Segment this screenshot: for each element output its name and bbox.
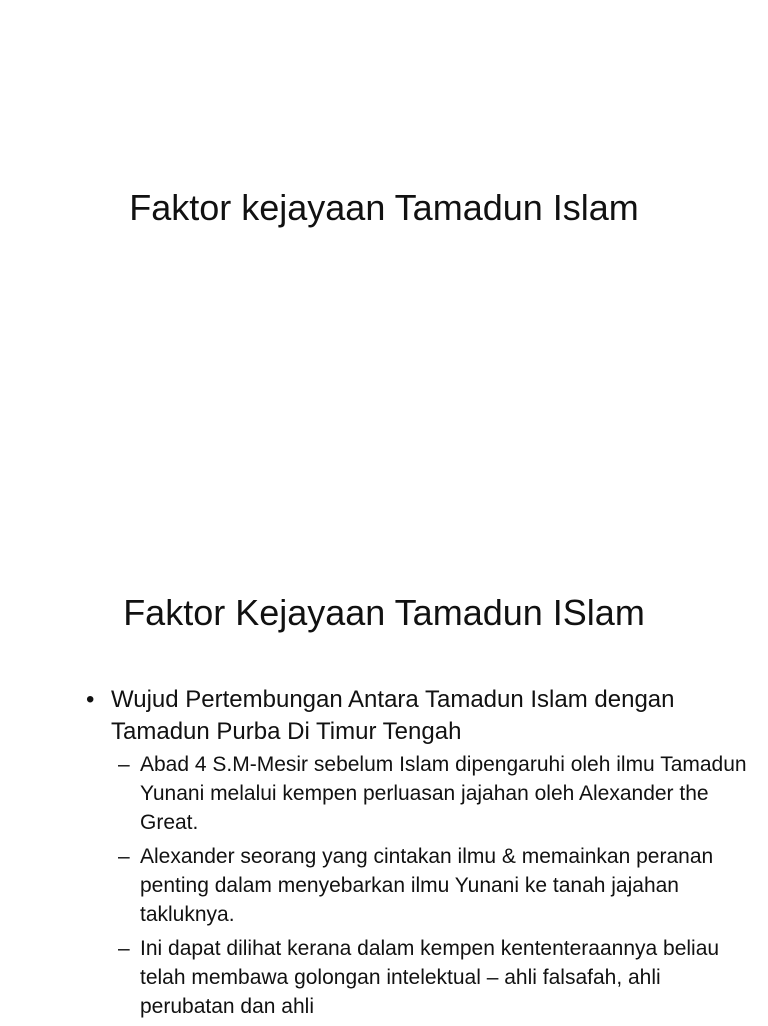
sub-bullet-text: Alexander seorang yang cintakan ilmu & memainkan peranan penting dalam menyebarkan ilmu Yunani ke tanah jajahan takluknya. bbox=[140, 845, 714, 926]
sub-bullet-item bbox=[118, 842, 756, 929]
slide-1-title: Faktor kejayaan Tamadun Islam bbox=[129, 187, 639, 228]
dash-marker: – bbox=[118, 753, 130, 776]
bullet-text: Wujud Pertembungan Antara Tamadun Islam dengan Tamadun Purba Di Timur Tengah bbox=[111, 686, 675, 745]
sub-bullet-list bbox=[86, 750, 756, 1021]
bullet-item bbox=[86, 684, 756, 748]
slide-2-content bbox=[86, 684, 756, 1026]
sub-bullet-text: Abad 4 S.M-Mesir sebelum Islam dipengaruhi oleh ilmu Tamadun Yunani melalui kempen perluasan jajahan oleh Alexander the Great. bbox=[140, 753, 747, 834]
dash-marker: – bbox=[118, 845, 130, 868]
sub-bullet-item bbox=[118, 750, 756, 837]
sub-bullet-item bbox=[118, 934, 756, 1021]
dash-marker: – bbox=[118, 937, 130, 960]
sub-bullet-text: Ini dapat dilihat kerana dalam kempen kententeraannya beliau telah membawa golongan intelektual – ahli falsafah, ahli perubatan dan ahli bbox=[140, 937, 720, 1018]
slide-2-title: Faktor Kejayaan Tamadun ISlam bbox=[123, 592, 645, 633]
bullet-marker: • bbox=[86, 686, 95, 713]
